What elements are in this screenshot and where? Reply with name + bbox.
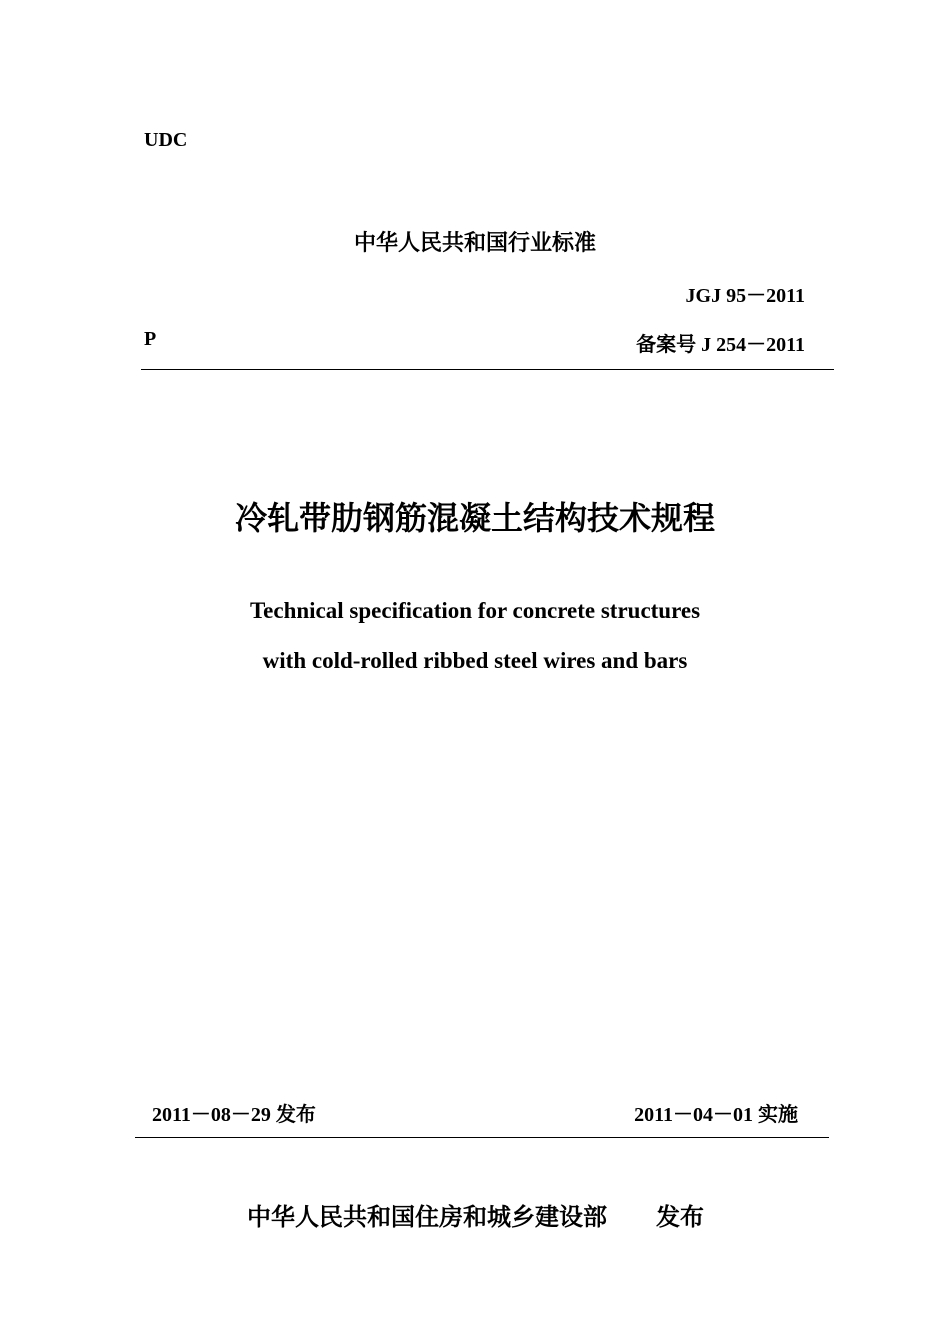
title-english-line2: with cold-rolled ribbed steel wires and bars (262, 648, 688, 673)
industry-standard-heading: 中华人民共和国行业标准 (353, 231, 596, 256)
publish-label: 发布 (656, 1203, 704, 1231)
top-divider (141, 369, 834, 370)
title-english-line1: Technical specification for concrete structures (249, 598, 701, 623)
bottom-divider (135, 1137, 829, 1138)
publisher-name: 中华人民共和国住房和城乡建设部 (247, 1203, 607, 1231)
title-chinese: 冷轧带肋钢筋混凝土结构技术规程 (234, 499, 715, 537)
udc-label: UDC (144, 129, 188, 151)
standard-code: JGJ 95－2011 (685, 285, 805, 307)
filing-number: 备案号 J 254－2011 (636, 334, 805, 356)
implementation-date: 2011－04－01 实施 (634, 1104, 798, 1126)
category-label: P (144, 328, 157, 350)
issue-date: 2011－08－29 发布 (152, 1104, 316, 1126)
